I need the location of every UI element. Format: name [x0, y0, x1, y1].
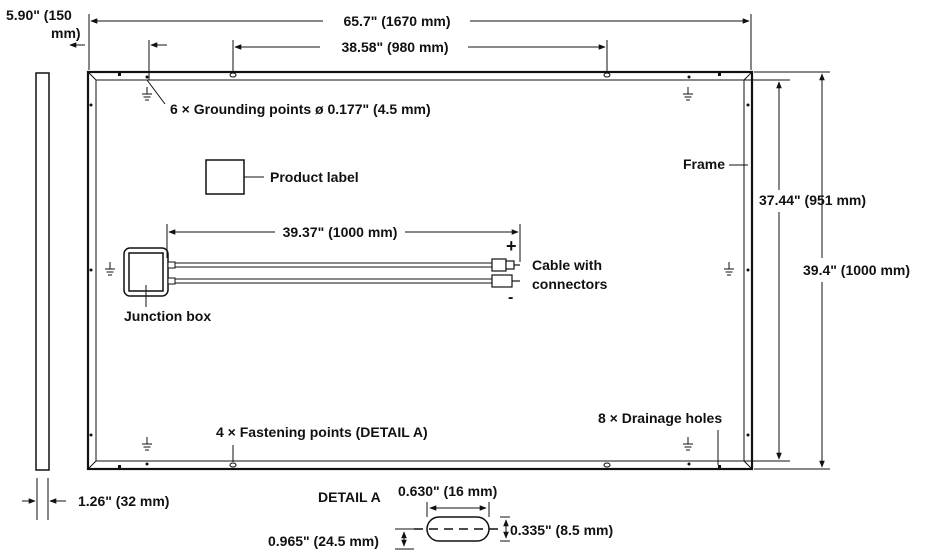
mounting-hole: [604, 463, 610, 467]
slot-width-label: 0.335" (8.5 mm): [510, 522, 614, 538]
drainage-hole: [688, 463, 691, 466]
drainage-hole: [118, 73, 121, 76]
frame-dot: [747, 434, 750, 437]
ground-icon: [683, 437, 693, 450]
cable-label-line2: connectors: [532, 276, 608, 292]
drainage-hole: [718, 73, 721, 76]
side-profile: [36, 73, 49, 470]
positive-label: +: [506, 236, 517, 256]
drainage-holes-label: 8 × Drainage holes: [598, 410, 723, 426]
frame-dot: [90, 434, 93, 437]
inner-width-label: 37.44" (951 mm): [759, 192, 867, 208]
mounting-hole: [604, 73, 610, 77]
product-label-text: Product label: [270, 169, 359, 185]
frame-dot: [90, 269, 93, 272]
frame-corner: [88, 72, 96, 80]
product-label-box: [206, 160, 244, 194]
fastening-points-label: 4 × Fastening points (DETAIL A): [216, 424, 428, 440]
negative-label: -: [508, 289, 514, 306]
mount-spacing-label: 38.58" (980 mm): [341, 39, 449, 55]
frame-label: Frame: [683, 156, 726, 172]
ground-icon: [105, 262, 115, 275]
connector-negative: [492, 275, 512, 287]
frame-width-label: 1.26" (32 mm): [78, 493, 170, 509]
drainage-hole: [146, 463, 149, 466]
offset-label: 0.965" (24.5 mm): [268, 533, 379, 549]
mounting-hole: [230, 463, 236, 467]
overall-width-label: 39.4" (1000 mm): [803, 262, 911, 278]
connector-positive: [492, 259, 506, 271]
ground-icon: [142, 87, 152, 100]
grounding-points-label: 6 × Grounding points ø 0.177" (4.5 mm): [170, 101, 431, 117]
cable-gland: [168, 262, 175, 268]
slot-length-label: 0.630" (16 mm): [398, 483, 498, 499]
cable-gland: [168, 278, 175, 284]
frame-corner: [744, 72, 752, 80]
connector-positive-tip: [506, 261, 514, 269]
frame-corner: [88, 461, 96, 469]
junction-box-label: Junction box: [124, 308, 212, 324]
ground-icon: [724, 262, 734, 275]
mounting-hole: [230, 73, 236, 77]
frame-depth-label: 5.90" (150: [6, 7, 72, 23]
drainage-hole: [718, 465, 721, 468]
overall-length-label: 65.7" (1670 mm): [343, 13, 451, 29]
drainage-hole: [118, 465, 121, 468]
cable-length-label: 39.37" (1000 mm): [282, 224, 398, 240]
drainage-hole: [146, 76, 149, 79]
frame-depth-unit-label: mm): [51, 25, 81, 41]
frame-dot: [747, 104, 750, 107]
panel-frame-inner: [96, 80, 744, 461]
frame-dot: [747, 269, 750, 272]
drainage-hole: [688, 76, 691, 79]
grounding-leader: [147, 80, 165, 104]
frame-dot: [90, 104, 93, 107]
ground-icon: [142, 437, 152, 450]
detail-a-title: DETAIL A: [318, 489, 381, 505]
ground-icon: [683, 87, 693, 100]
frame-corner: [744, 461, 752, 469]
cable-label-line1: Cable with: [532, 257, 603, 273]
